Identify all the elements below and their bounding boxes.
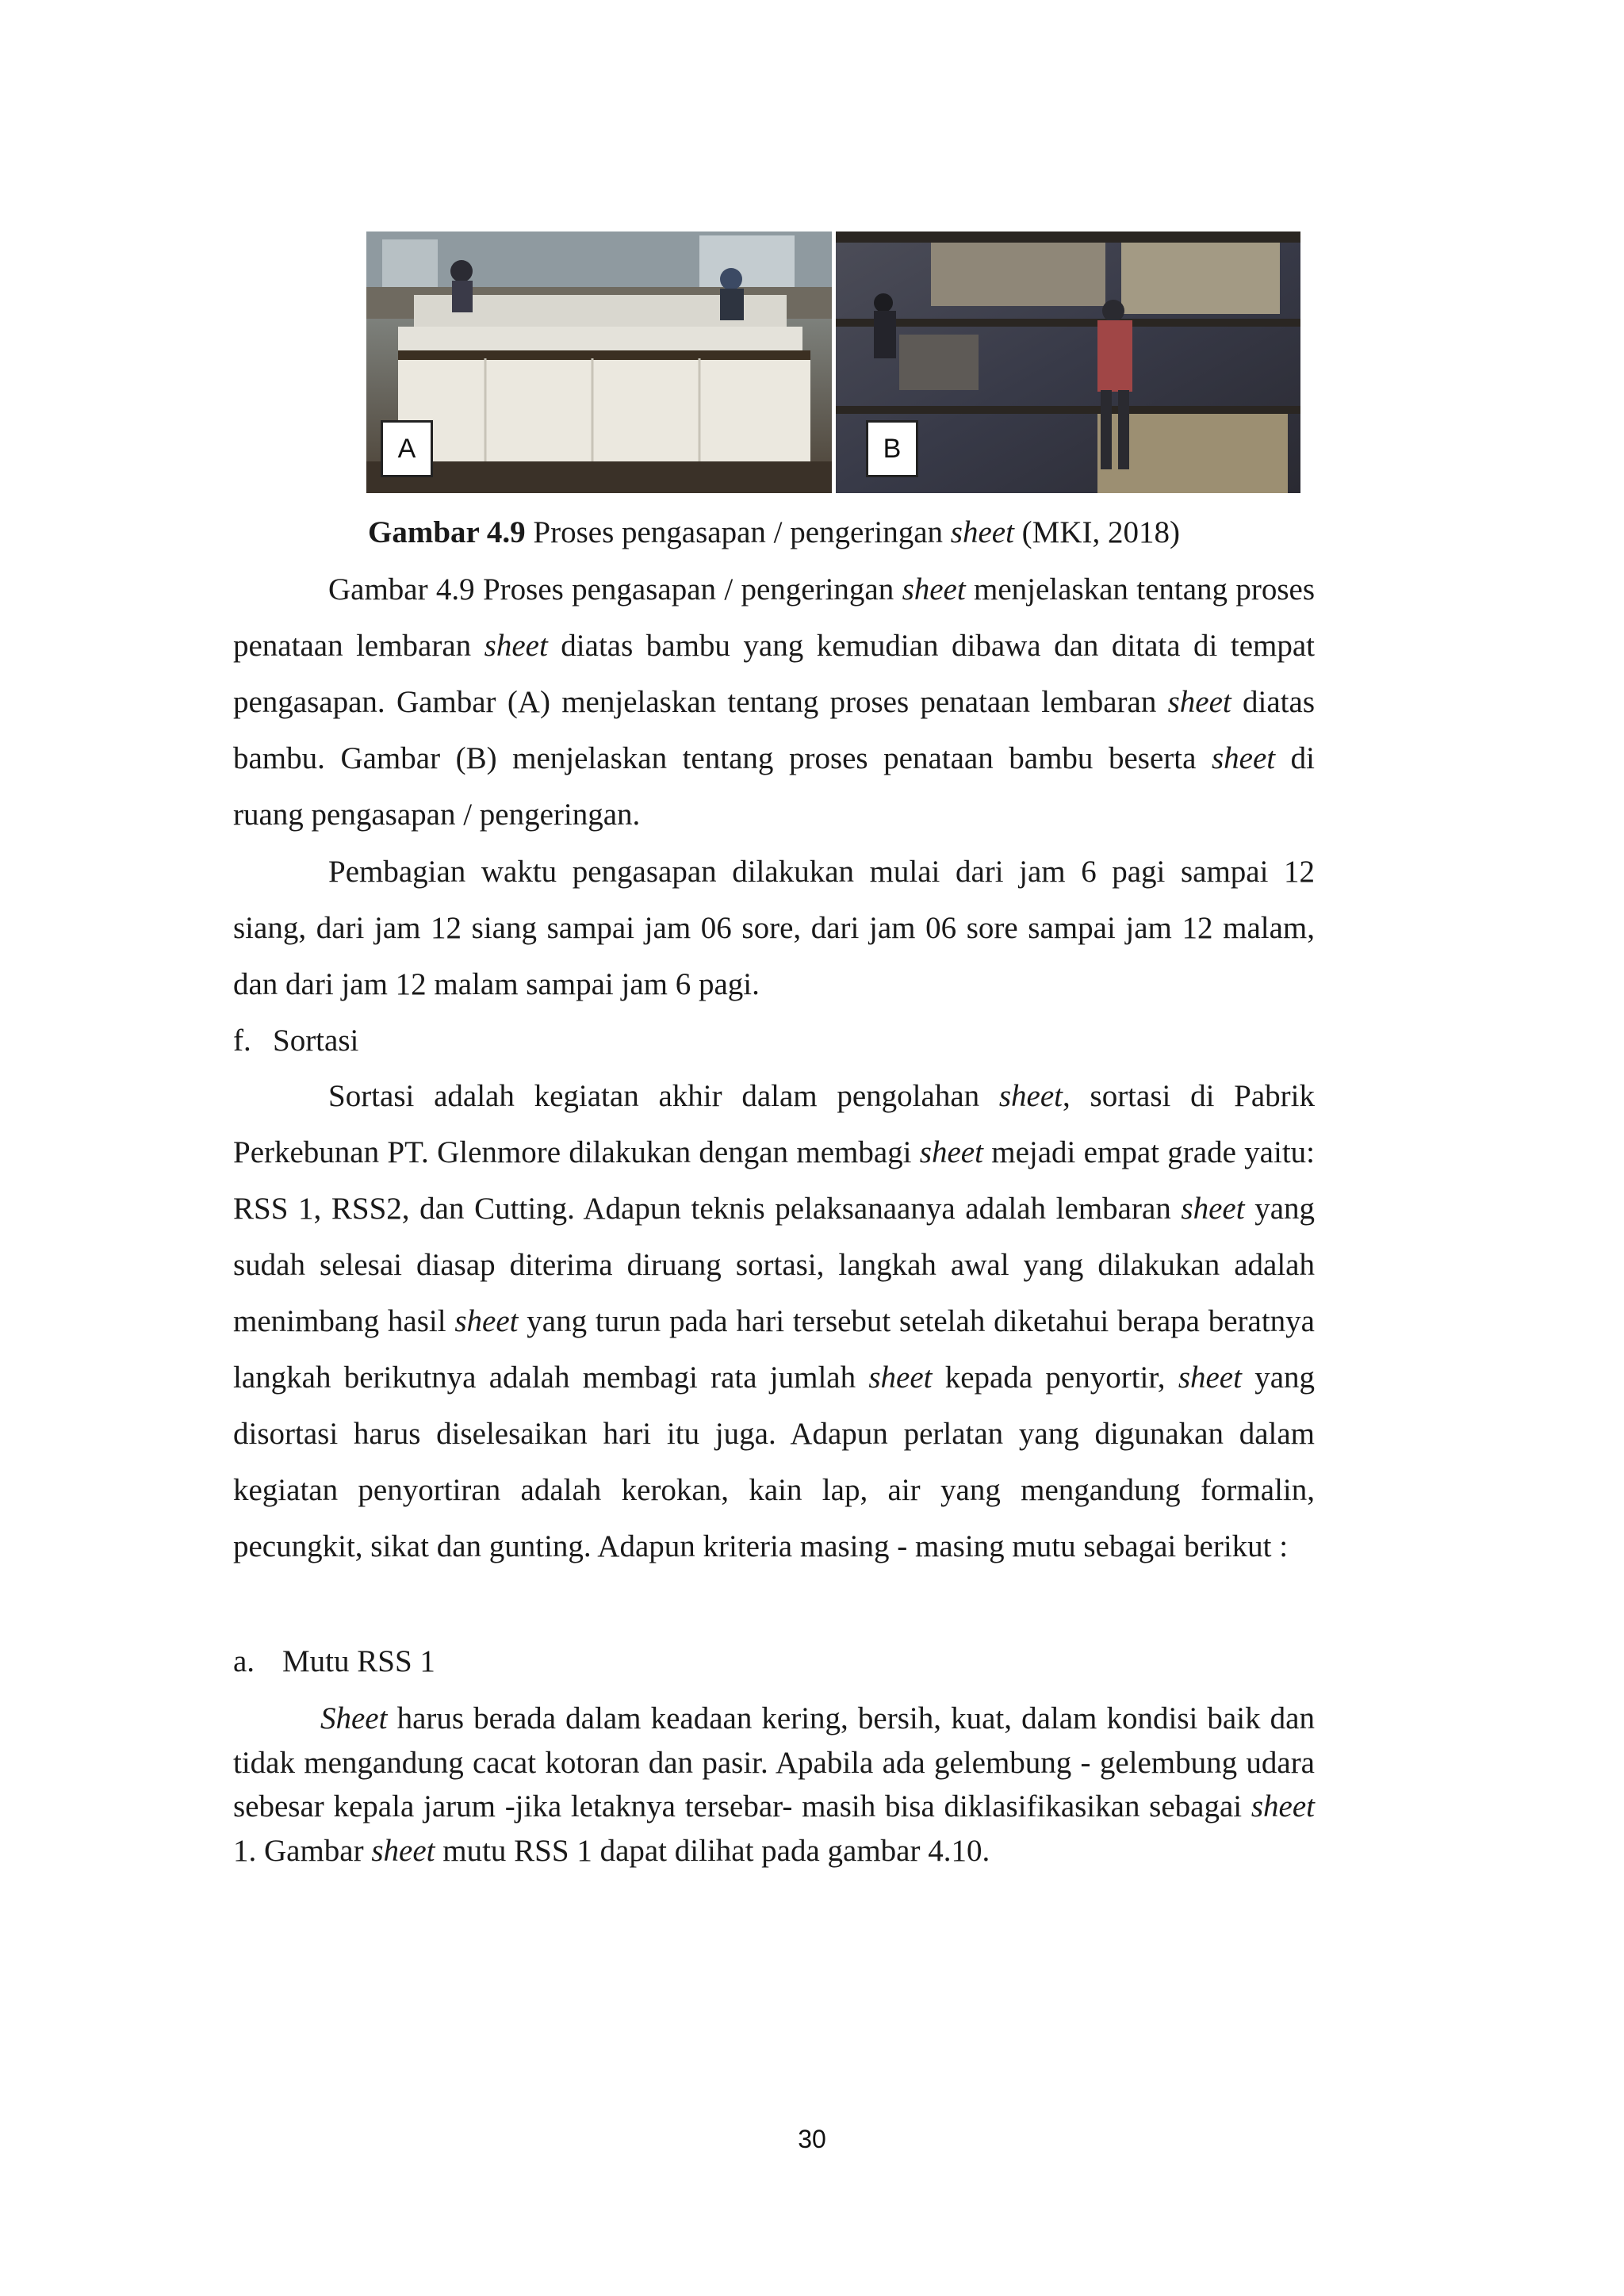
caption-label: Gambar 4.9 — [368, 515, 526, 549]
text-run: harus berada dalam keadaan kering, bersih, kuat, dalam kondisi baik dan tidak mengandung cacat kotoran dan pasir. Apabila ada gelembung - gelembung udara sebesar kepala jarum -jika letaknya tersebar- masih bisa diklasifikasikan sebagai — [233, 1701, 1315, 1823]
italic-term: Sheet — [320, 1701, 388, 1735]
text-run: yang turun pada hari tersebut setelah diketahui berapa beratnya langkah berikutnya adalah membagi rata jumlah — [233, 1304, 1315, 1395]
italic-term: sheet — [919, 1135, 983, 1169]
text-run: , sortasi di Pabrik Perkebunan PT. Glenmore dilakukan dengan membagi — [233, 1079, 1315, 1169]
caption-italic: sheet — [950, 515, 1014, 549]
list-marker: a. — [233, 1644, 255, 1678]
photo-sheet-arrangement — [366, 232, 832, 493]
italic-term: sheet — [484, 629, 548, 663]
italic-term: sheet — [1211, 741, 1276, 775]
paragraph-smoking-schedule — [233, 844, 1315, 1012]
italic-term: sheet — [902, 572, 966, 607]
text-run: kepada penyortir, — [932, 1360, 1178, 1395]
figure-4-9 — [366, 232, 1300, 493]
figure-caption — [233, 512, 1315, 553]
text-run: mutu RSS 1 dapat dilihat pada gambar 4.10. — [435, 1833, 990, 1868]
section-heading-mutu-rss-1 — [233, 1638, 435, 1686]
text-run: 1. Gambar — [233, 1833, 372, 1868]
caption-text: Proses pengasapan / pengeringan — [525, 515, 951, 549]
text-run: Gambar 4.9 Proses pengasapan / pengeringan — [328, 572, 902, 607]
text-run: di ruang pengasapan / pengeringan. — [233, 741, 1315, 832]
text-run: yang disortasi harus diselesaikan hari itu juga. Adapun perlatan yang digunakan dalam kegiatan penyortiran adalah kerokan, kain lap, air yang mengandung formalin, pecungkit, sikat dan gunting. Adapun kriteria masing - masing mutu sebagai berikut : — [233, 1360, 1316, 1563]
section-title: Sortasi — [273, 1024, 359, 1058]
paragraph-text: Pembagian waktu pengasapan dilakukan mulai dari jam 6 pagi sampai 12 siang, dari jam 12 siang sampai jam 06 sore, dari jam 06 sore sampai jam 12 malam, dan dari jam 12 malam sampai jam 6 pagi. — [233, 855, 1315, 1001]
text-run: menjelaskan tentang proses penataan lembaran — [233, 572, 1315, 663]
paragraph-sortasi — [233, 1068, 1315, 1575]
italic-term: sheet — [371, 1833, 435, 1868]
section-title: Mutu RSS 1 — [282, 1644, 435, 1678]
panel-label-b: B — [866, 420, 918, 477]
italic-term: sheet — [868, 1360, 933, 1395]
section-heading-sortasi — [233, 1017, 358, 1065]
paragraph-mutu-rss-1 — [233, 1697, 1315, 1873]
text-run: diatas bambu. Gambar (B) menjelaskan tentang proses penataan bambu beserta — [233, 685, 1316, 775]
caption-source: (MKI, 2018) — [1013, 515, 1180, 549]
paragraph-figure-description — [233, 561, 1315, 843]
photo-smoking-room — [836, 232, 1300, 493]
italic-term: sheet — [1181, 1192, 1245, 1226]
text-run: diatas bambu yang kemudian dibawa dan ditata di tempat pengasapan. Gambar (A) menjelaskan tentang proses penataan lembaran — [233, 629, 1315, 719]
italic-term: sheet — [1251, 1789, 1315, 1823]
italic-term: sheet — [998, 1079, 1063, 1113]
text-run: Sortasi adalah kegiatan akhir dalam pengolahan — [328, 1079, 999, 1113]
italic-term: sheet — [454, 1304, 519, 1338]
list-marker: f. — [233, 1024, 251, 1058]
text-run: mejadi empat grade yaitu: RSS 1, RSS2, dan Cutting. Adapun teknis pelaksanaanya adalah lembaran — [233, 1135, 1315, 1226]
italic-term: sheet — [1167, 685, 1231, 719]
photo-a-image — [366, 232, 832, 493]
text-run: yang sudah selesai diasap diterima diruang sortasi, langkah awal yang dilakukan adalah menimbang hasil — [233, 1192, 1316, 1338]
italic-term: sheet — [1178, 1360, 1242, 1395]
page-number: 30 — [798, 2125, 826, 2153]
panel-label-a: A — [381, 420, 433, 477]
